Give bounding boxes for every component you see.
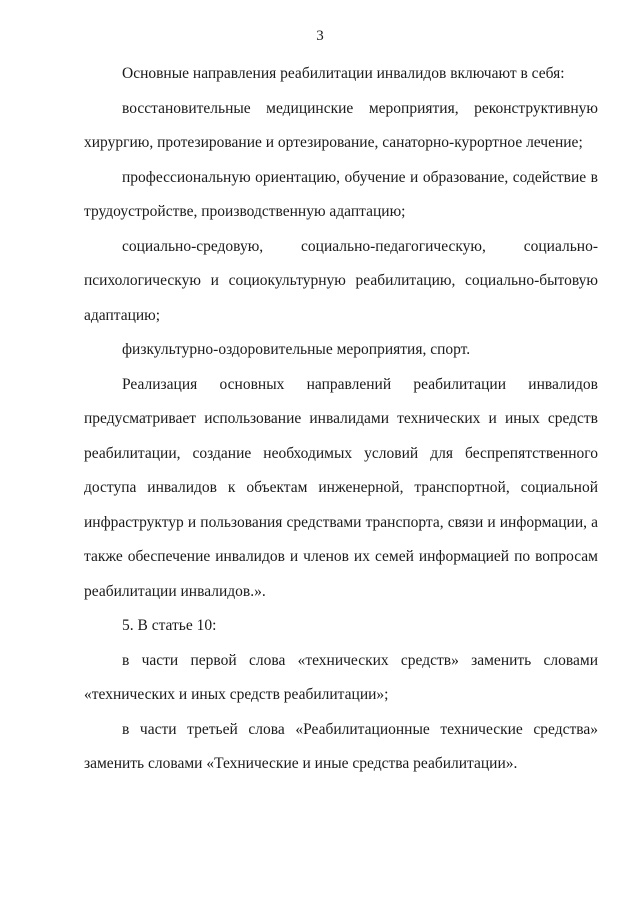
- text-line: доступа инвалидов к объектам инженерной, транспортной, социальной: [84, 479, 598, 496]
- text-line: «технических и иных средств реабилитации»;: [84, 686, 389, 703]
- text-line: хирургию, протезирование и ортезирование, санаторно-курортное лечение;: [84, 134, 583, 151]
- paragraph-intro: [84, 57, 598, 92]
- paragraph-article-heading: [84, 609, 598, 644]
- text-line: заменить словами «Технические и иные средства реабилитации».: [84, 755, 518, 772]
- text-line: профессиональную ориентацию, обучение и образование, содействие в: [122, 168, 598, 186]
- text-line: социально-средовую, социально-педагогическую, социально-: [122, 237, 598, 255]
- text-line: психологическую и социокультурную реабилитацию, социально-бытовую: [84, 272, 598, 289]
- text-line: Основные направления реабилитации инвалидов включают в себя:: [122, 65, 565, 82]
- text-line: трудоустройстве, производственную адаптацию;: [84, 203, 406, 220]
- paragraph-part-three: [84, 713, 598, 782]
- document-body: [84, 57, 598, 782]
- paragraph-implementation: [84, 368, 598, 610]
- text-line: предусматривает использование инвалидами технических и иных средств: [84, 410, 598, 427]
- text-line: восстановительные медицинские мероприятия, реконструктивную: [122, 99, 598, 117]
- paragraph-medical: [84, 92, 598, 161]
- text-line: реабилитации инвалидов.».: [84, 582, 266, 600]
- article-heading: 5. В статье 10:: [122, 617, 217, 634]
- text-line: реабилитации, создание необходимых условий для беспрепятственного: [84, 444, 598, 462]
- paragraph-sport: [84, 333, 598, 368]
- page-number: 3: [316, 28, 324, 44]
- text-line: Реализация основных направлений реабилитации инвалидов: [122, 375, 598, 393]
- paragraph-part-one: [84, 644, 598, 713]
- paragraph-professional: [84, 161, 598, 230]
- text-line: физкультурно-оздоровительные мероприятия, спорт.: [122, 341, 471, 358]
- text-line: адаптацию;: [84, 306, 161, 324]
- text-line: также обеспечение инвалидов и членов их семей информацией по вопросам: [84, 548, 598, 565]
- text-line: в части первой слова «технических средств» заменить словами: [122, 651, 598, 669]
- text-line: инфраструктур и пользования средствами транспорта, связи и информации, а: [84, 513, 598, 531]
- paragraph-social: [84, 230, 598, 334]
- text-line: в части третьей слова «Реабилитационные технические средства»: [122, 720, 598, 738]
